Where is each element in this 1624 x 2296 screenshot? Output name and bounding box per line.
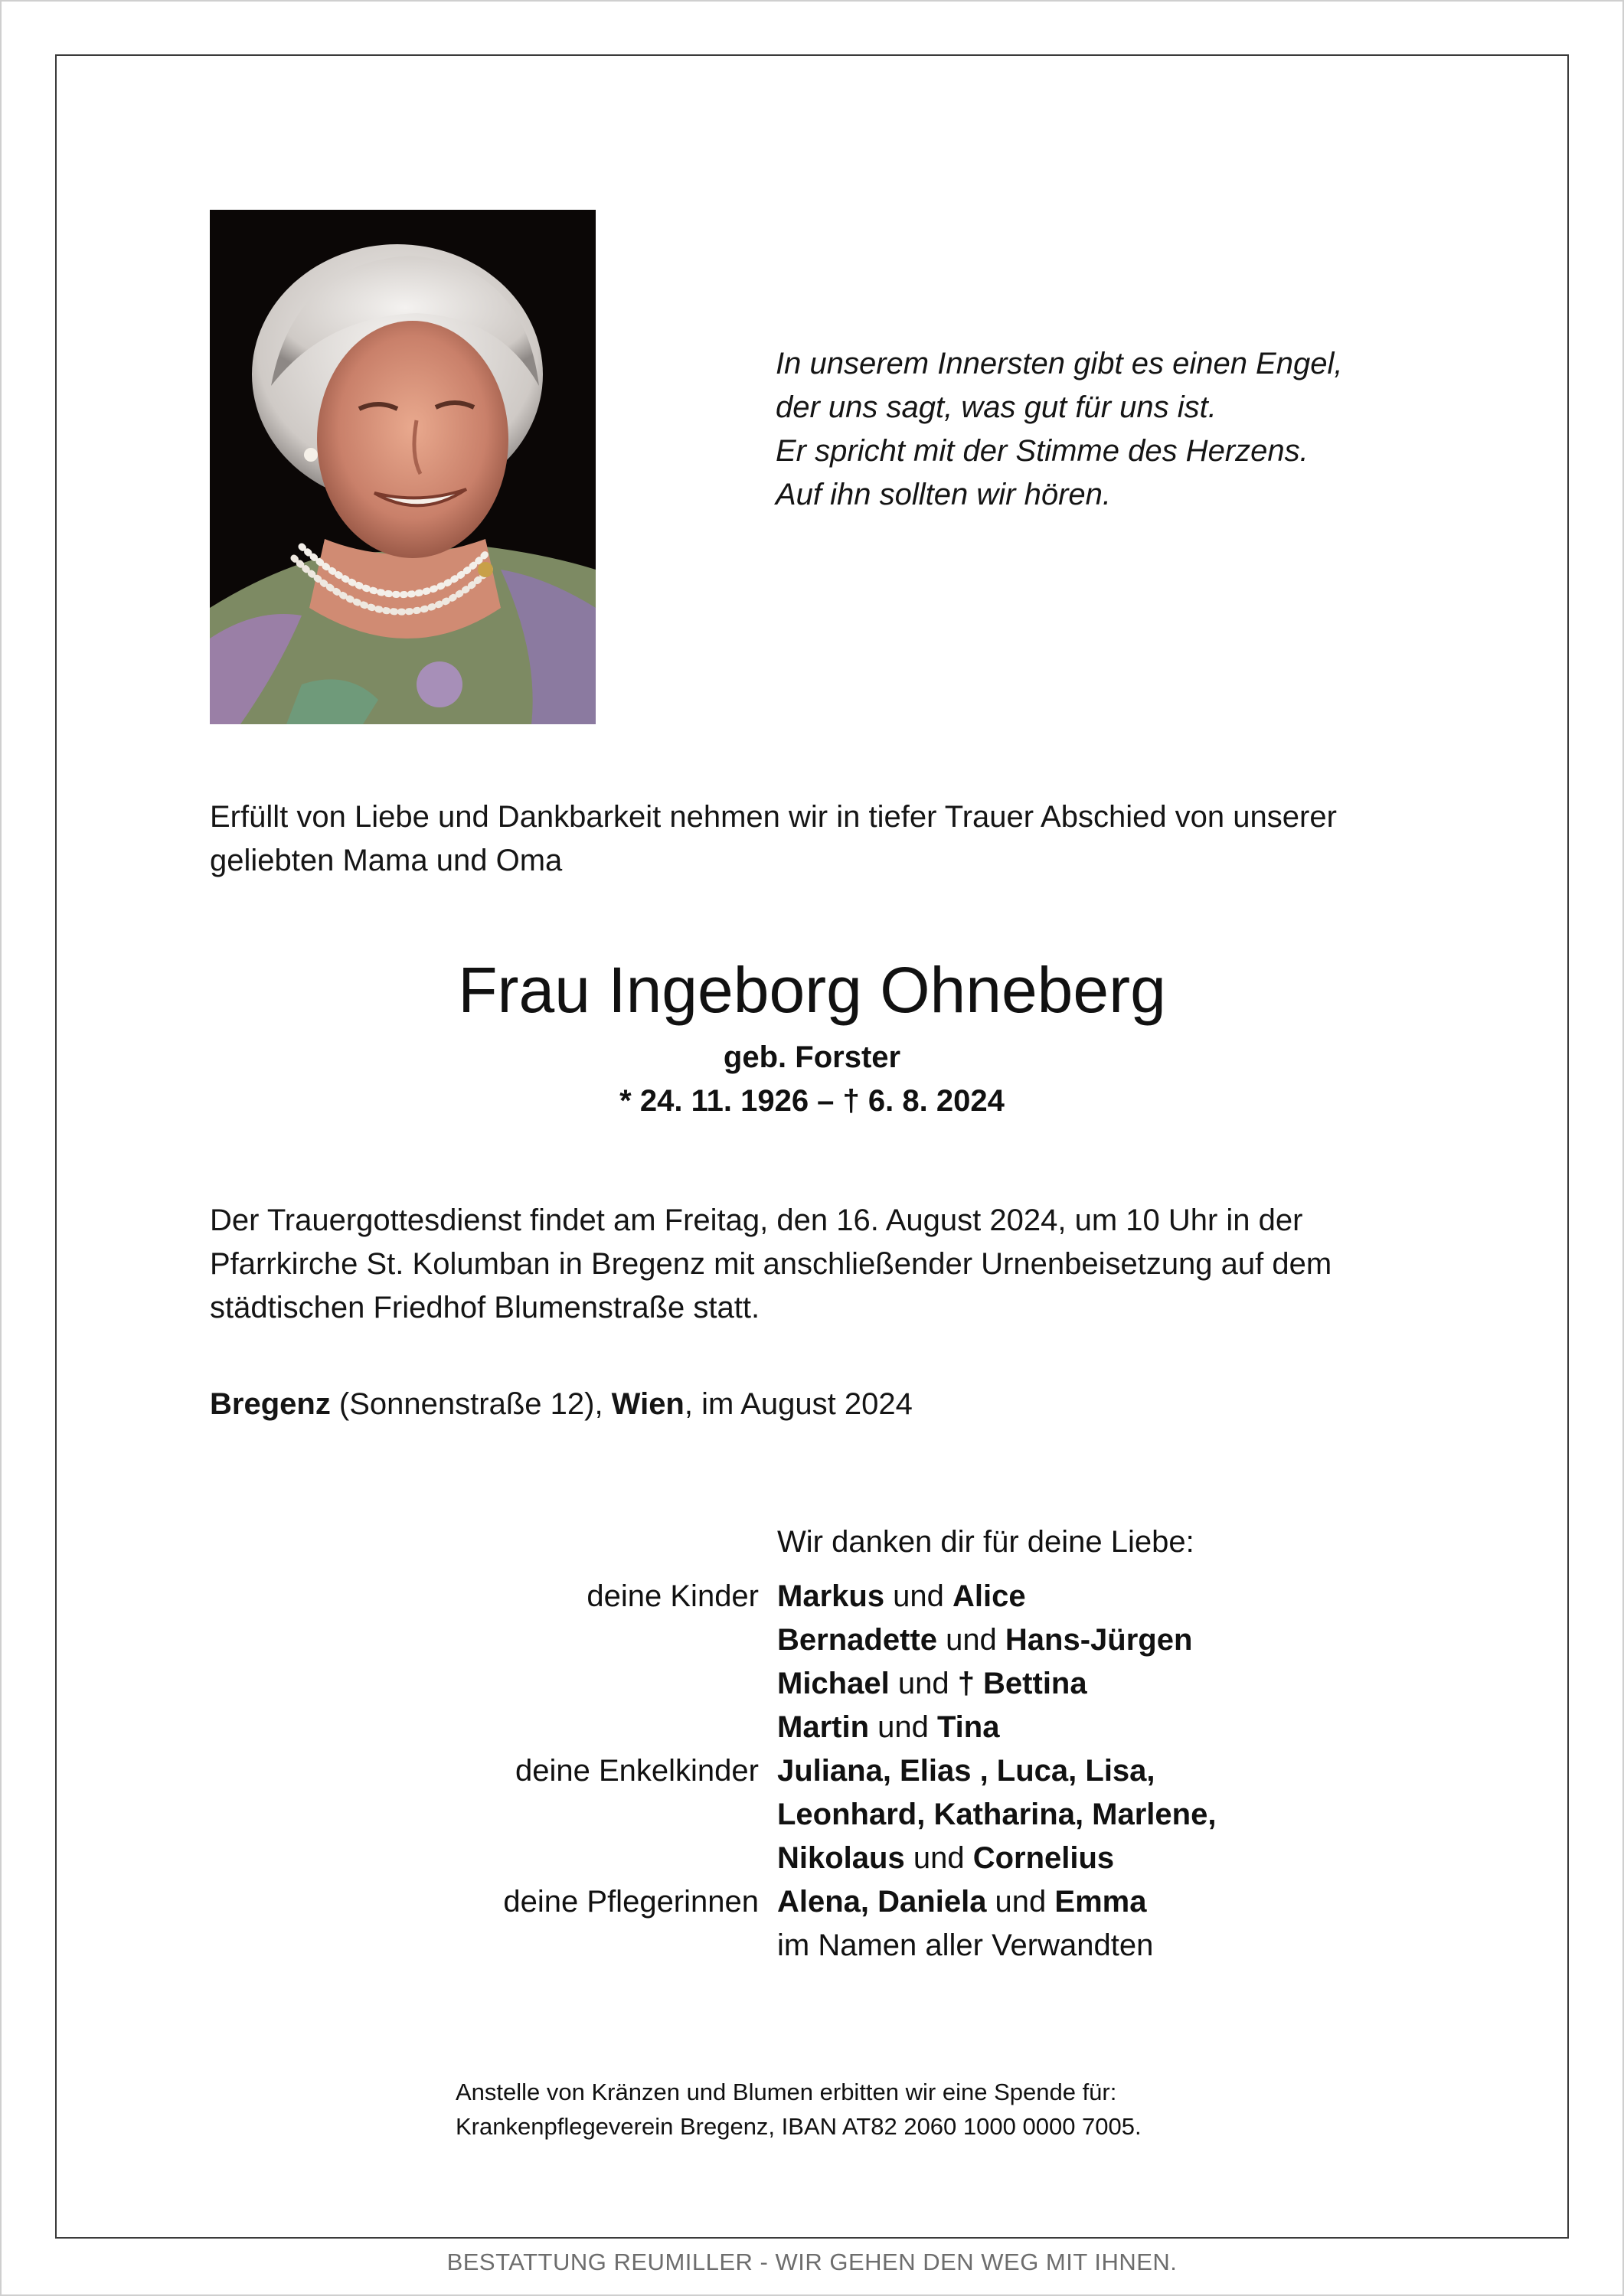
place-and-date xyxy=(210,1383,1435,1426)
name-line: Alena, Daniela und Emma xyxy=(777,1885,1147,1919)
funeral-home-footer: BESTATTUNG REUMILLER - WIR GEHEN DEN WEG MIT IHNEN. xyxy=(446,2249,1178,2275)
thanks-heading: Wir danken dir für deine Liebe: xyxy=(777,1525,1194,1559)
group-label: deine Kinder xyxy=(587,1579,759,1613)
group-label: deine Enkelkinder xyxy=(515,1754,759,1788)
poem-line: der uns sagt, was gut für uns ist. xyxy=(776,390,1217,424)
name-line: Michael und † Bettina xyxy=(777,1667,1087,1700)
mourners-list xyxy=(0,1575,1624,1968)
group-caregivers xyxy=(0,1880,1624,1968)
maiden-name: geb. Forster xyxy=(723,1040,901,1074)
intro-text: Erfüllt von Liebe und Dankbarkeit nehmen wir in tiefer Trauer Abschied von unserer geliebten Mama und Oma xyxy=(210,800,1337,877)
poem-line: Auf ihn sollten wir hören. xyxy=(776,478,1112,511)
group-label: deine Pflegerinnen xyxy=(503,1885,759,1919)
name-line: Bernadette und Hans-Jürgen xyxy=(777,1623,1193,1657)
name-line: Markus und Alice xyxy=(777,1579,1026,1613)
name-line: Juliana, Elias , Luca, Lisa, xyxy=(777,1754,1155,1788)
donation-line: Anstelle von Kränzen und Blumen erbitten wir eine Spende für: xyxy=(456,2079,1117,2105)
poem-quote xyxy=(776,342,1465,517)
deceased-name: Frau Ingeborg Ohneberg xyxy=(458,954,1166,1026)
name-line: Martin und Tina xyxy=(777,1710,1000,1744)
city-wien: Wien xyxy=(611,1387,685,1421)
group-children xyxy=(0,1575,1624,1749)
closing-line: im Namen aller Verwandten xyxy=(777,1929,1154,1962)
portrait-photo xyxy=(210,210,596,724)
poem-line: Er spricht mit der Stimme des Herzens. xyxy=(776,434,1309,468)
service-line: Der Trauergottesdienst findet am Freitag, den 16. August 2024, um 10 Uhr in der xyxy=(210,1204,1303,1237)
group-grandchildren xyxy=(0,1749,1624,1880)
city-bregenz: Bregenz xyxy=(210,1387,331,1421)
service-announcement xyxy=(210,1199,1466,1330)
name-line: Leonhard, Katharina, Marlene, xyxy=(777,1798,1217,1831)
month-year: , im August 2024 xyxy=(684,1387,913,1421)
address: (Sonnenstraße 12), xyxy=(330,1387,612,1421)
donation-note xyxy=(456,2075,1451,2144)
service-line: städtischen Friedhof Blumenstraße statt. xyxy=(210,1291,760,1324)
name-line: Nikolaus und Cornelius xyxy=(777,1841,1115,1875)
donation-line: Krankenpflegeverein Bregenz, IBAN AT82 2060 1000 0000 7005. xyxy=(456,2113,1142,2140)
service-line: Pfarrkirche St. Kolumban in Bregenz mit anschließender Urnenbeisetzung auf dem xyxy=(210,1247,1332,1281)
life-dates: * 24. 11. 1926 – † 6. 8. 2024 xyxy=(619,1084,1005,1118)
poem-line: In unserem Innersten gibt es einen Engel, xyxy=(776,347,1343,380)
